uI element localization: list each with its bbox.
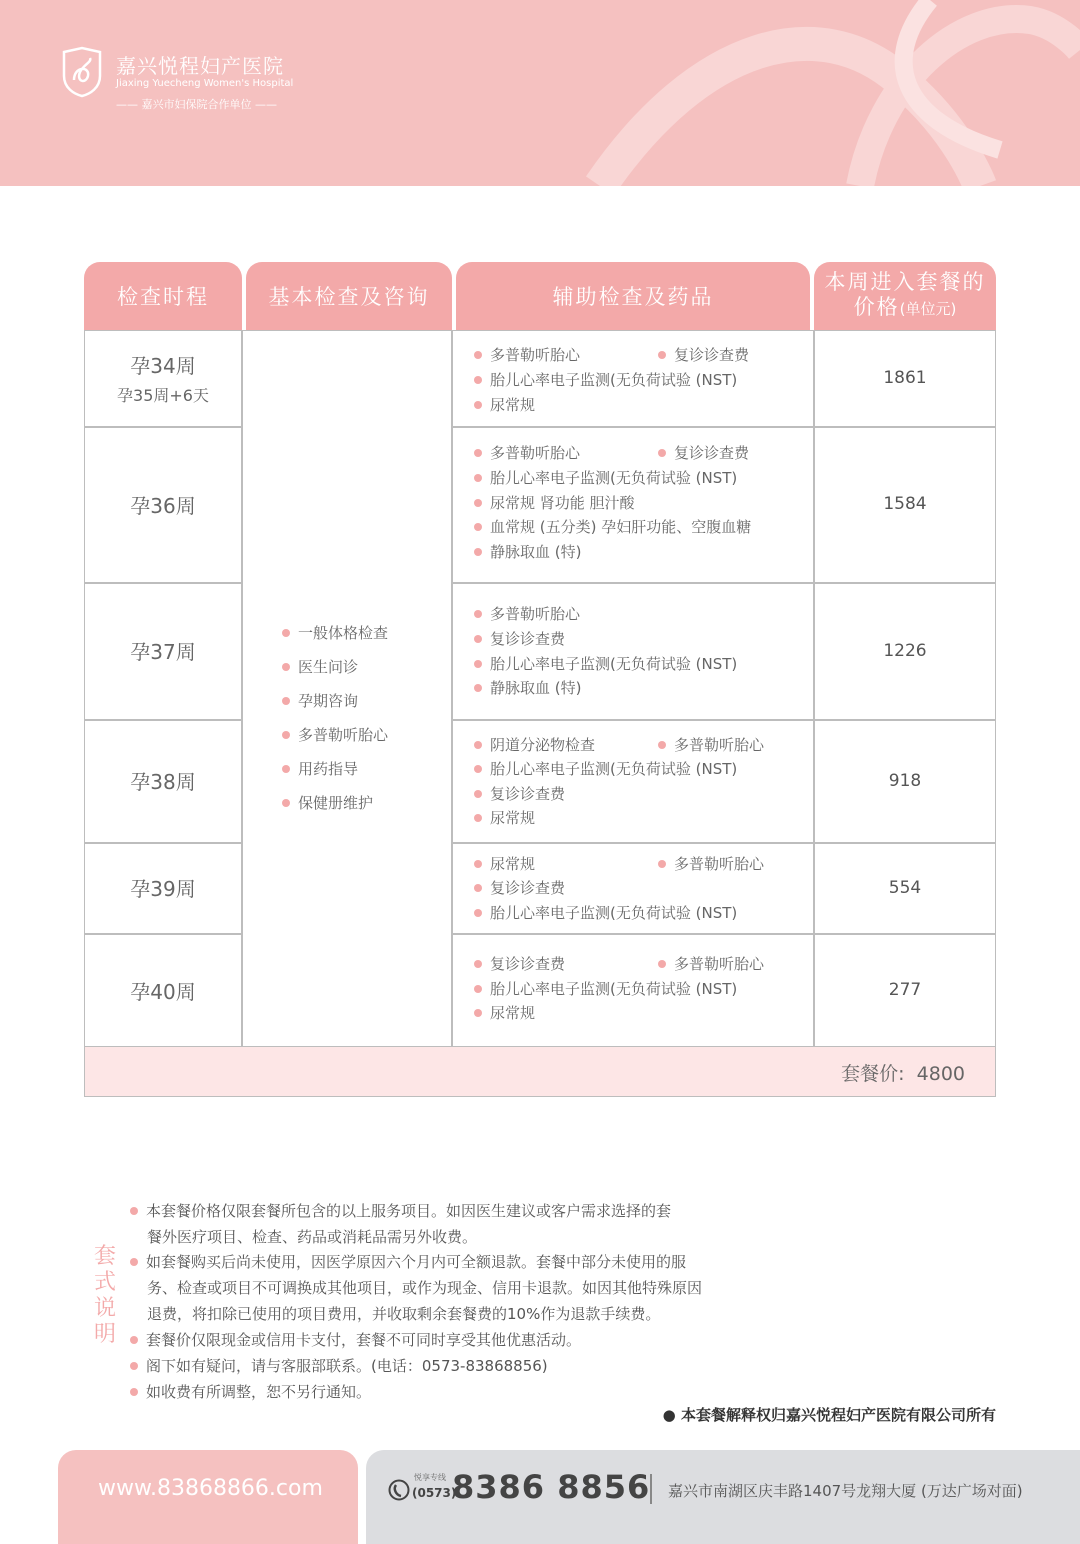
price-cell: 554 — [888, 877, 922, 898]
week-cell: 孕37周 — [130, 640, 196, 664]
list-item: 多普勒听胎心 — [474, 344, 580, 365]
price-cell: 918 — [888, 770, 922, 791]
note-item: 如套餐购买后尚未使用，因医学原因六个月内可全额退款。套餐中部分未使用的服 务、检查或项目不可调换成其他项目，或作为现金、信用卡退款。如因其他特殊原因 退费，将扣除已使用的项目费用，并收取剩余套餐费的10%作为退款手续费。 — [130, 1249, 702, 1327]
list-item: 复诊诊查费 — [658, 344, 749, 365]
list-item: 胎儿心率电子监测(无负荷试验 (NST) — [474, 369, 737, 390]
list-item: 尿常规 — [474, 853, 535, 874]
header-band — [0, 0, 1080, 186]
note-item: 阁下如有疑问，请与客服部联系。(电话：0573-83868856) — [130, 1353, 548, 1379]
list-item: 尿常规 — [474, 394, 535, 415]
basic-items-list — [282, 622, 388, 826]
price-cell: 277 — [888, 980, 922, 1000]
list-item: 复诊诊查费 — [474, 628, 565, 649]
list-item: 多普勒听胎心 — [282, 724, 388, 758]
package-total: 套餐价: 4800 — [841, 1063, 965, 1085]
week-cell: 孕38周 — [130, 770, 196, 794]
list-item: 复诊诊查费 — [474, 953, 565, 974]
phone-number[interactable]: 8386 8856 — [452, 1468, 651, 1506]
phone-area-code: (0573) — [412, 1486, 457, 1500]
price-cell: 1861 — [883, 368, 927, 388]
list-item: 多普勒听胎心 — [658, 734, 764, 755]
list-item: 用药指导 — [282, 758, 388, 792]
total-row — [84, 1047, 996, 1097]
divider — [650, 1474, 652, 1504]
list-item: 医生问诊 — [282, 656, 388, 690]
shield-icon — [60, 46, 104, 98]
list-item: 尿常规 — [474, 1002, 535, 1023]
list-item: 多普勒听胎心 — [474, 442, 580, 463]
list-item: 尿常规 肾功能 胆汁酸 — [474, 492, 635, 513]
notes-title: 套 式 说 明 — [93, 1244, 116, 1347]
list-item: 胎儿心率电子监测(无负荷试验 (NST) — [474, 758, 737, 779]
footer-contact — [366, 1450, 1080, 1544]
hospital-tagline: —— 嘉兴市妇保院合作单位 —— — [116, 98, 277, 111]
week-cell: 孕36周 — [130, 493, 196, 518]
list-item: 静脉取血 (特) — [474, 541, 581, 562]
list-item: 复诊诊查费 — [474, 877, 565, 898]
list-item: 胎儿心率电子监测(无负荷试验 (NST) — [474, 978, 737, 999]
list-item: 血常规 (五分类) 孕妇肝功能、空腹血糖 — [474, 516, 751, 537]
website-link[interactable]: www.83868866.com — [98, 1476, 323, 1501]
price-cell: 1584 — [883, 494, 927, 514]
list-item: 阴道分泌物检查 — [474, 734, 595, 755]
list-item: 胎儿心率电子监测(无负荷试验 (NST) — [474, 902, 737, 923]
list-item: 一般体格检查 — [282, 622, 388, 656]
list-item: 复诊诊查费 — [474, 783, 565, 804]
list-item: 多普勒听胎心 — [658, 953, 764, 974]
list-item: 静脉取血 (特) — [474, 677, 581, 698]
hospital-logo — [60, 46, 320, 116]
list-item: 保健册维护 — [282, 792, 388, 826]
header-aux: 辅助检查及药品 — [456, 262, 810, 330]
list-item: 孕期咨询 — [282, 690, 388, 724]
week-cell: 孕40周 — [130, 979, 196, 1004]
list-item: 多普勒听胎心 — [474, 603, 580, 624]
hospital-name: 嘉兴悦程妇产医院 — [116, 54, 284, 78]
list-item: 复诊诊查费 — [658, 442, 749, 463]
price-cell: 1226 — [883, 640, 927, 661]
list-item: 胎儿心率电子监测(无负荷试验 (NST) — [474, 467, 737, 488]
phone-icon — [388, 1478, 410, 1502]
list-item: 多普勒听胎心 — [658, 853, 764, 874]
week-cell: 孕34周 孕35周+6天 — [117, 354, 209, 405]
list-item: 尿常规 — [474, 807, 535, 828]
hospital-name-en: Jiaxing Yuecheng Women's Hospital — [116, 78, 294, 89]
phone-label: 悦享专线 — [414, 1473, 446, 1482]
header-basic: 基本检查及咨询 — [246, 262, 452, 330]
list-item: 胎儿心率电子监测(无负荷试验 (NST) — [474, 653, 737, 674]
week-cell: 孕39周 — [130, 877, 196, 901]
header-schedule: 检查时程 — [84, 262, 242, 330]
note-item: 本套餐价格仅限套餐所包含的以上服务项目。如因医生建议或客户需求选择的套 餐外医疗项目、检查、药品或消耗品需另外收费。 — [130, 1198, 671, 1250]
header-price: 本周进入套餐的 价格(单位元) — [814, 262, 996, 330]
address: 嘉兴市南湖区庆丰路1407号龙翔大厦 (万达广场对面) — [668, 1482, 1023, 1500]
rights-statement: ● 本套餐解释权归嘉兴悦程妇产医院有限公司所有 — [662, 1406, 996, 1424]
footer-website — [58, 1450, 358, 1544]
note-item: 如收费有所调整，恕不另行通知。 — [130, 1379, 371, 1405]
note-item: 套餐价仅限现金或信用卡支付，套餐不可同时享受其他优惠活动。 — [130, 1327, 581, 1353]
